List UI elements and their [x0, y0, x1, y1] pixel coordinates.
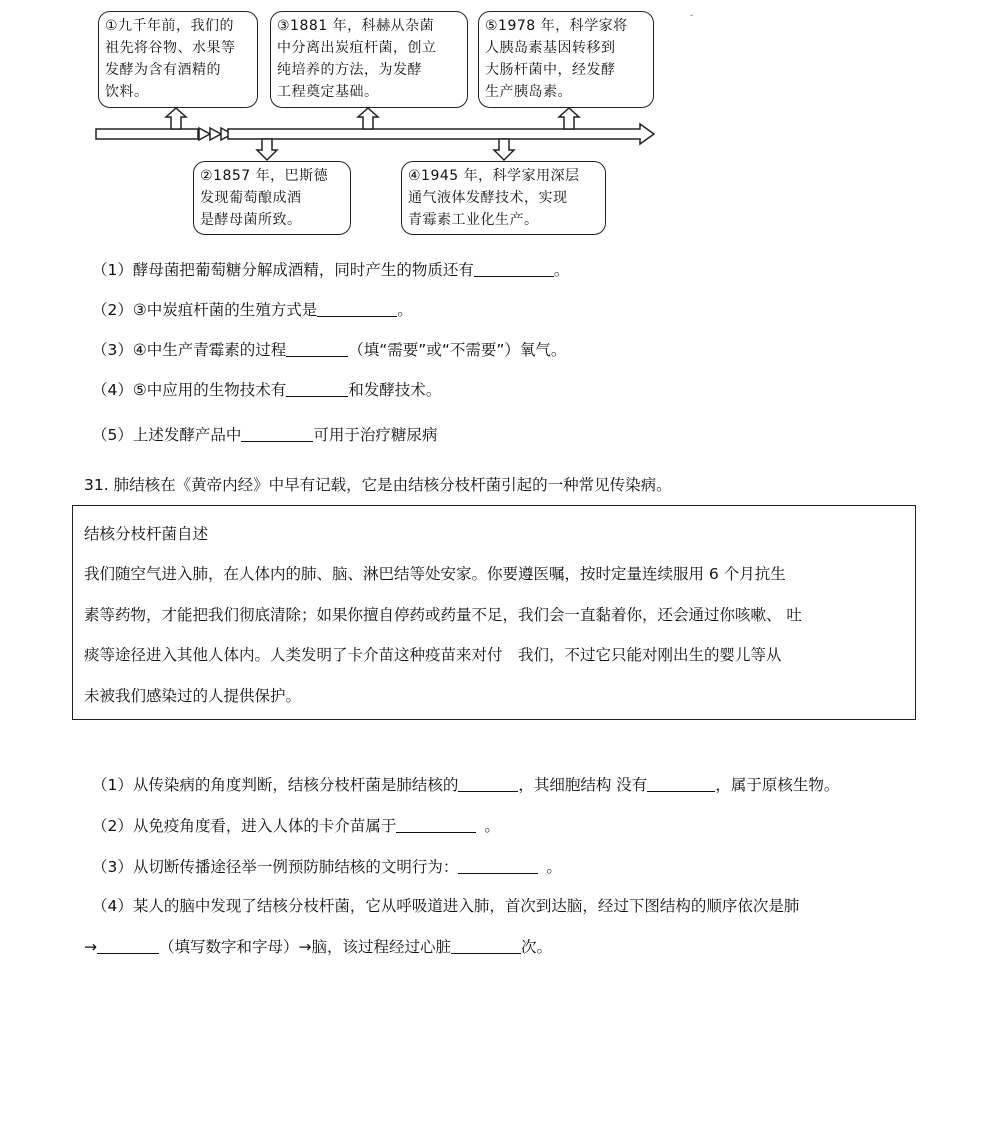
- q30-sub-1: （1）酵母菌把葡萄糖分解成酒精，同时产生的物质还有 。: [92, 261, 570, 279]
- answer-blank[interactable]: [647, 776, 715, 793]
- answer-blank[interactable]: [286, 381, 348, 398]
- timeline-bar-segment-1: [96, 129, 198, 139]
- down-arrow-4: [494, 139, 514, 160]
- timeline-main-arrow: [228, 124, 654, 144]
- answer-blank[interactable]: [286, 341, 348, 358]
- q31-stem: 31. 肺结核在《黄帝内经》中早有记载，它是由结核分枝杆菌引起的一种常见传染病。: [84, 476, 672, 494]
- svg-text:-: -: [690, 11, 694, 21]
- up-arrow-1: [166, 108, 186, 129]
- reading-box-title: 结核分枝杆菌自述: [84, 525, 209, 543]
- answer-blank[interactable]: [317, 301, 397, 318]
- timeline-chevron-2: [210, 128, 221, 140]
- timeline-event-1: ①九千年前，我们的 祖先将谷物、水果等 发酵为含有酒精的 饮料。: [98, 11, 258, 108]
- reading-box-line: 素等药物，才能把我们彻底清除；如果你擅自停药或药量不足，我们会一直黏着你，还会通过你咳嗽、 吐: [84, 606, 802, 624]
- answer-blank[interactable]: [458, 776, 518, 793]
- reading-box-line: 未被我们感染过的人提供保护。: [84, 687, 302, 705]
- q31-sub-3: （3）从切断传播途径举一例预防肺结核的文明行为： 。: [92, 858, 562, 876]
- down-arrow-2: [257, 139, 277, 160]
- answer-blank[interactable]: [474, 261, 554, 278]
- q31-sub-4-line2: → （填写数字和字母）→脑，该过程经过心脏 次。: [84, 938, 553, 956]
- timeline-event-3: ③1881 年，科赫从杂菌 中分离出炭疽杆菌，创立 纯培养的方法，为发酵 工程奠定基础。: [270, 11, 468, 108]
- reading-box-line: 我们随空气进入肺，在人体内的肺、脑、淋巴结等处安家。你要遵医嘱，按时定量连续服用 6 个月抗生: [84, 565, 786, 583]
- timeline-chevron-1: [199, 128, 210, 140]
- answer-blank[interactable]: [241, 426, 313, 443]
- up-arrow-3: [358, 108, 378, 129]
- timeline-event-5: ⑤1978 年，科学家将 人胰岛素基因转移到 大肠杆菌中，经发酵 生产胰岛素。: [478, 11, 654, 108]
- timeline-event-4: ④1945 年，科学家用深层 通气液体发酵技术，实现 青霉素工业化生产。: [401, 161, 606, 235]
- answer-blank[interactable]: [97, 938, 159, 955]
- q30-sub-5: （5）上述发酵产品中 可用于治疗糖尿病: [92, 426, 438, 444]
- q30-sub-3: （3）④中生产青霉素的过程 （填“需要”或“不需要”）氧气。: [92, 341, 567, 359]
- reading-box-line: 痰等途径进入其他人体内。人类发明了卡介苗这种疫苗来对付 我们，不过它只能对刚出生的婴儿等从: [84, 646, 782, 664]
- q31-sub-2: （2）从免疫角度看，进入人体的卡介苗属于 。: [92, 817, 500, 835]
- answer-blank[interactable]: [458, 858, 538, 875]
- q31-sub-4-line1: （4）某人的脑中发现了结核分枝杆菌，它从呼吸道进入肺，首次到达脑，经过下图结构的顺序依次是肺: [92, 897, 800, 915]
- q30-sub-4: （4）⑤中应用的生物技术有 和发酵技术。: [92, 381, 442, 399]
- answer-blank[interactable]: [396, 817, 476, 834]
- q31-sub-1: （1）从传染病的角度判断，结核分枝杆菌是肺结核的 ，其细胞结构 没有 ，属于原核生物。: [92, 776, 840, 794]
- timeline-event-2: ②1857 年，巴斯德 发现葡萄酿成酒 是酵母菌所致。: [193, 161, 351, 235]
- up-arrow-5: [559, 108, 579, 129]
- answer-blank[interactable]: [451, 938, 521, 955]
- q30-sub-2: （2）③中炭疽杆菌的生殖方式是 。: [92, 301, 413, 319]
